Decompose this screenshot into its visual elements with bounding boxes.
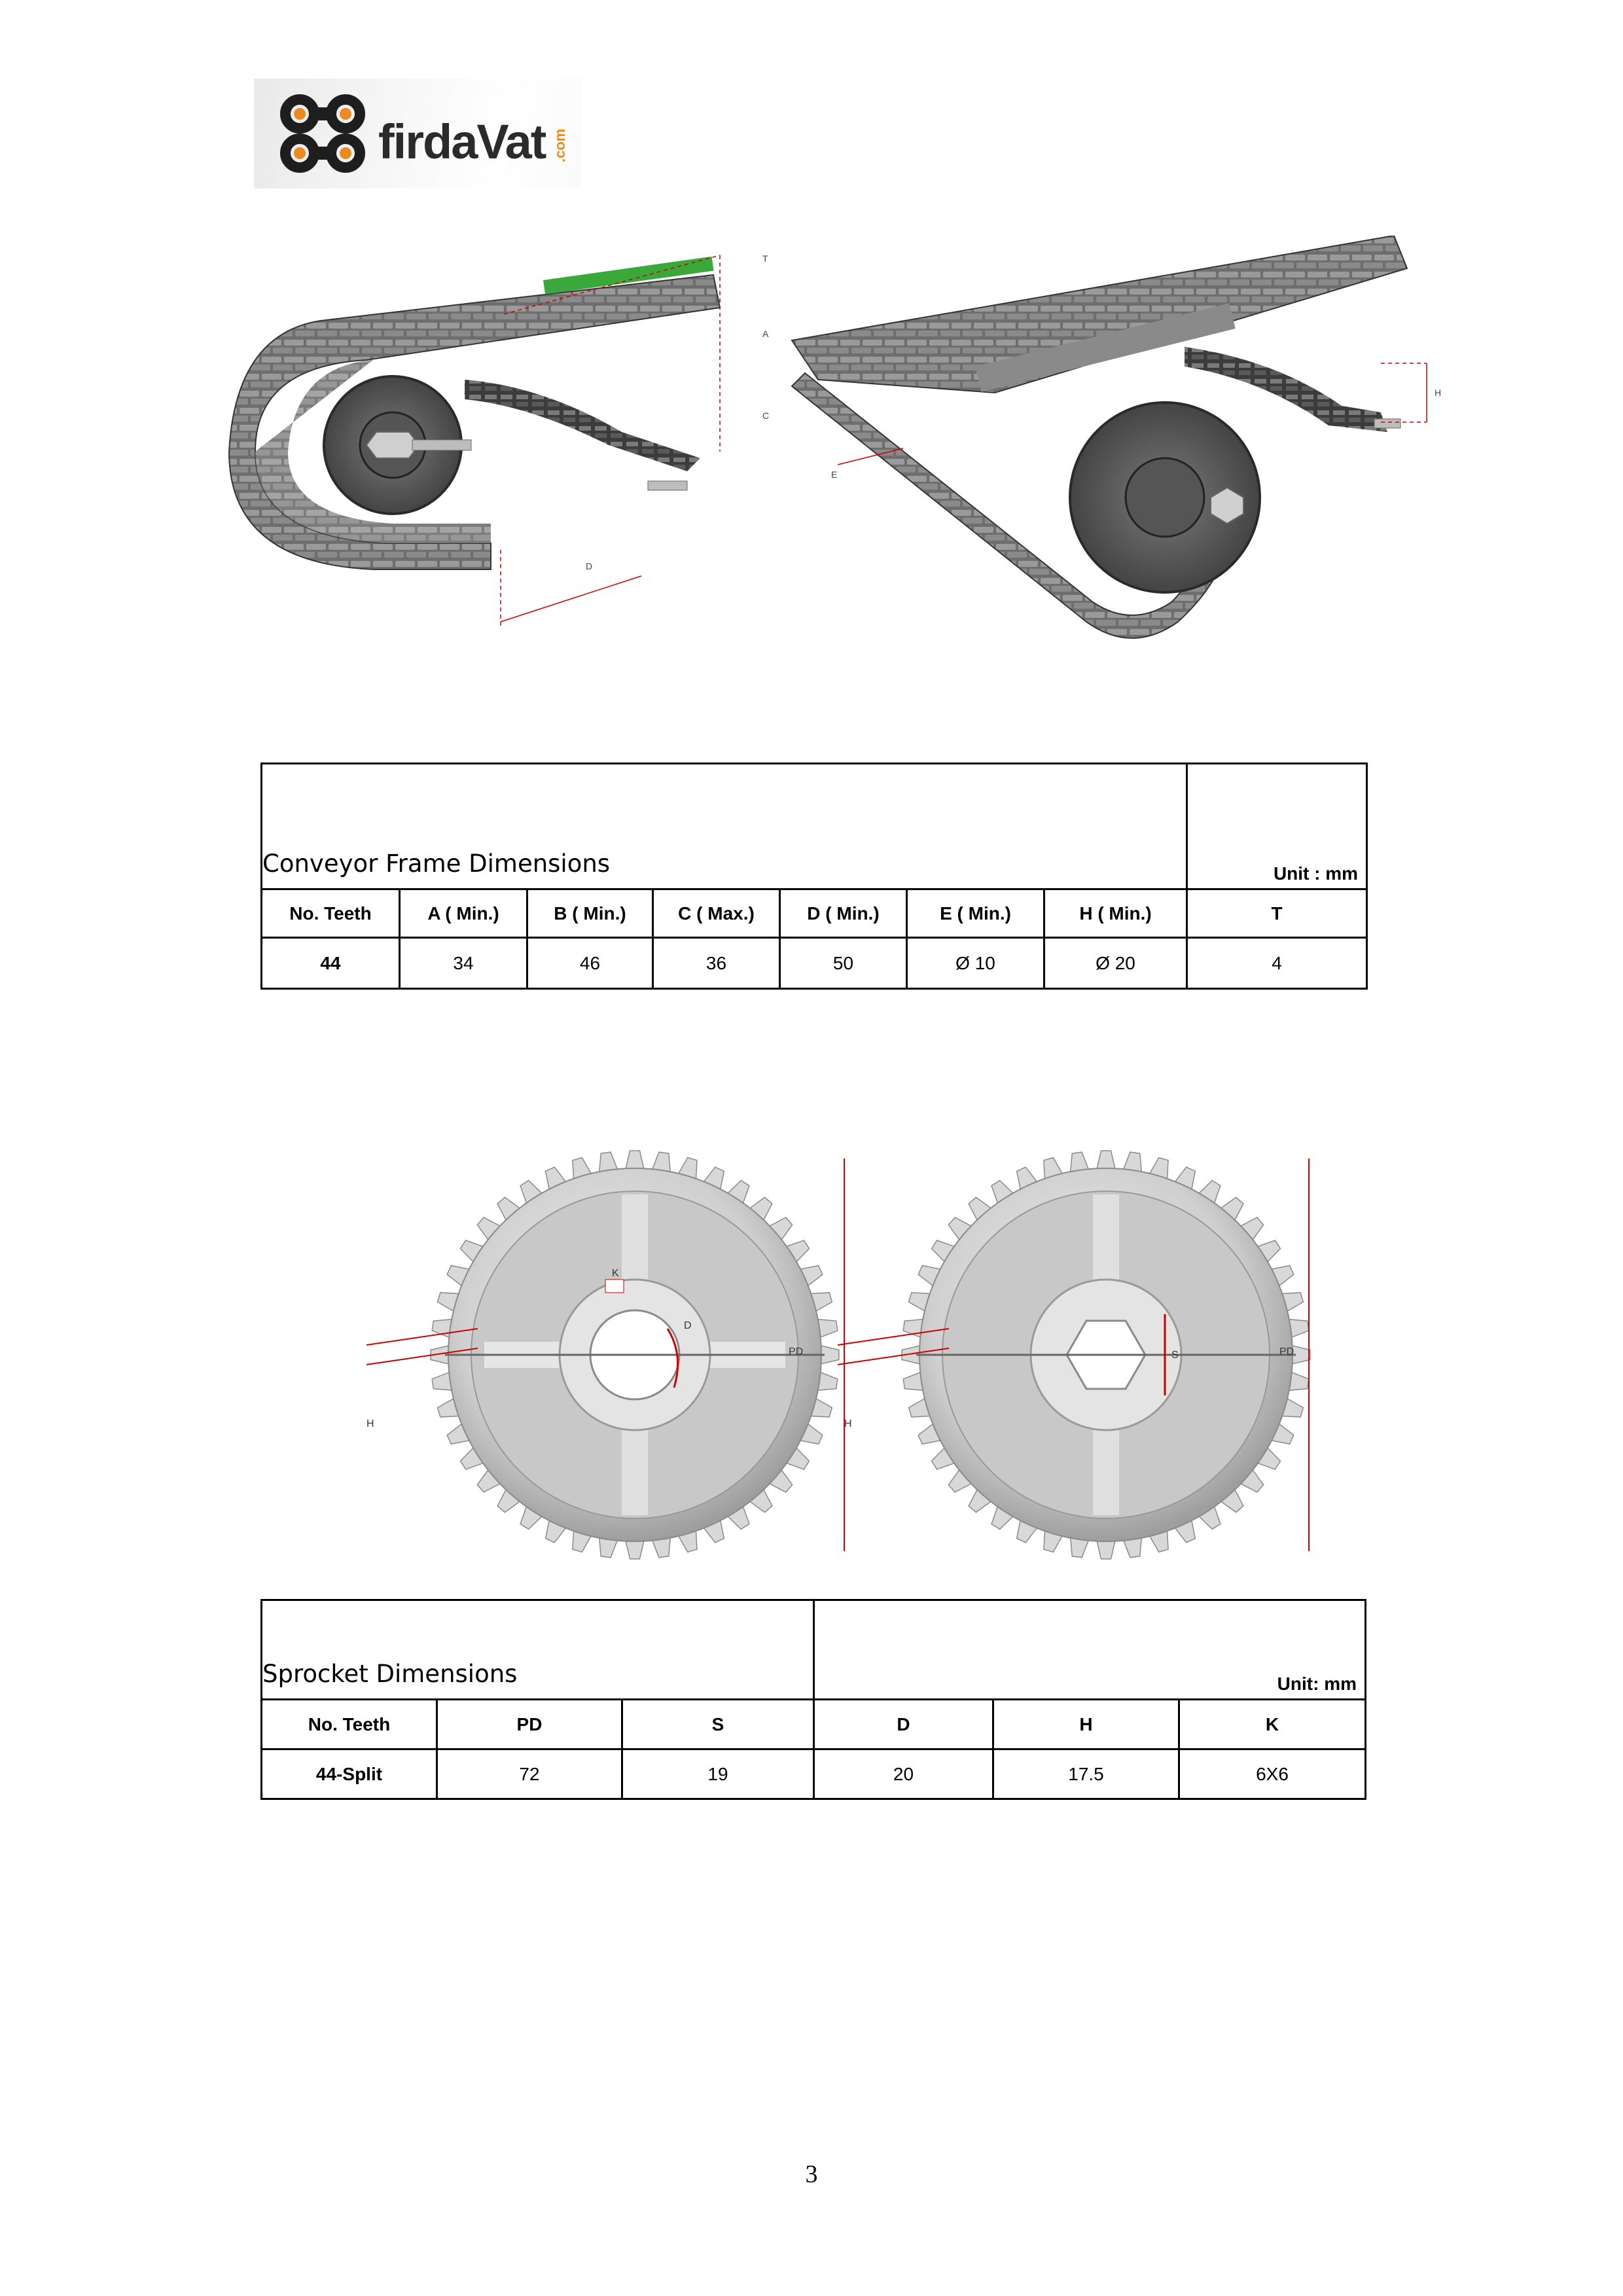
sprocket-left: [366, 1151, 844, 1559]
header-cell: C ( Max.): [653, 889, 780, 938]
dim-label-k: K: [612, 1268, 619, 1279]
dim-label-c: C: [762, 410, 770, 421]
value-cell: 72: [437, 1749, 622, 1799]
dim-label-d: D: [684, 1320, 692, 1331]
value-cell: Ø 10: [907, 938, 1044, 989]
header-cell: H: [993, 1700, 1179, 1749]
header-cell: No. Teeth: [262, 1700, 437, 1749]
conveyor-frame-table: [260, 762, 1368, 990]
conveyor-left: [229, 253, 769, 628]
conveyor-right: [792, 236, 1441, 638]
table-row: [262, 1749, 1366, 1799]
chain-logo-icon: [274, 88, 372, 179]
value-cell: 44-Split: [262, 1749, 437, 1799]
header-cell: E ( Min.): [907, 889, 1044, 938]
value-cell: 20: [814, 1749, 993, 1799]
value-cell: 4: [1187, 938, 1367, 989]
header-cell: A ( Min.): [400, 889, 527, 938]
logo-suffix: .com: [552, 128, 568, 162]
value-cell: 46: [527, 938, 653, 989]
header-cell: H ( Min.): [1044, 889, 1187, 938]
value-cell: 6X6: [1179, 1749, 1366, 1799]
conveyor-table-unit: Unit : mm: [1273, 863, 1359, 884]
conveyor-table-title-cell: [262, 764, 1187, 889]
page-number: 3: [805, 2161, 818, 2188]
header-cell: No. Teeth: [262, 889, 400, 938]
value-cell: 44: [262, 938, 400, 989]
table-header-row: [262, 1700, 1366, 1749]
dim-label-pd-right: PD: [1279, 1346, 1294, 1357]
hex-shaft: [366, 432, 419, 458]
sprocket-table-title-cell: [262, 1600, 814, 1700]
value-cell: 36: [653, 938, 780, 989]
header-cell: B ( Min.): [527, 889, 653, 938]
header-cell: S: [622, 1700, 814, 1749]
value-cell: 17.5: [993, 1749, 1179, 1799]
value-cell: 34: [400, 938, 527, 989]
sprocket-table-unit: Unit: mm: [1277, 1674, 1357, 1694]
logo-wordmark: firdaVat: [378, 115, 546, 169]
dim-label-s: S: [1171, 1350, 1179, 1361]
sprocket-table: [260, 1599, 1366, 1800]
header-cell: PD: [437, 1700, 622, 1749]
conveyor-table-title: Conveyor Frame Dimensions: [262, 850, 611, 878]
value-cell: Ø 20: [1044, 938, 1187, 989]
value-cell: 19: [622, 1749, 814, 1799]
header-cell: D ( Min.): [780, 889, 907, 938]
dim-label-h: H: [1435, 387, 1442, 398]
sprocket-illustration: [327, 1139, 1348, 1571]
sprocket-right: [838, 1151, 1310, 1559]
dim-label-a: A: [762, 329, 769, 339]
brand-logo: [254, 79, 581, 188]
dim-label-h-right: H: [844, 1418, 852, 1429]
table-row: [262, 938, 1367, 989]
dim-label-t: T: [762, 253, 768, 264]
value-cell: 50: [780, 938, 907, 989]
dim-label-d: D: [586, 561, 593, 571]
header-cell: D: [814, 1700, 993, 1749]
dim-label-h: H: [366, 1418, 374, 1429]
dim-label-pd: PD: [789, 1346, 804, 1357]
conveyor-illustration: [216, 236, 1492, 641]
header-cell: K: [1179, 1700, 1366, 1749]
table-header-row: [262, 889, 1367, 938]
header-cell: T: [1187, 889, 1367, 938]
dim-label-e: E: [831, 469, 838, 480]
sprocket-table-unit-cell: [814, 1600, 1366, 1700]
conveyor-table-unit-cell: [1187, 764, 1367, 889]
sprocket-table-title: Sprocket Dimensions: [262, 1660, 518, 1688]
